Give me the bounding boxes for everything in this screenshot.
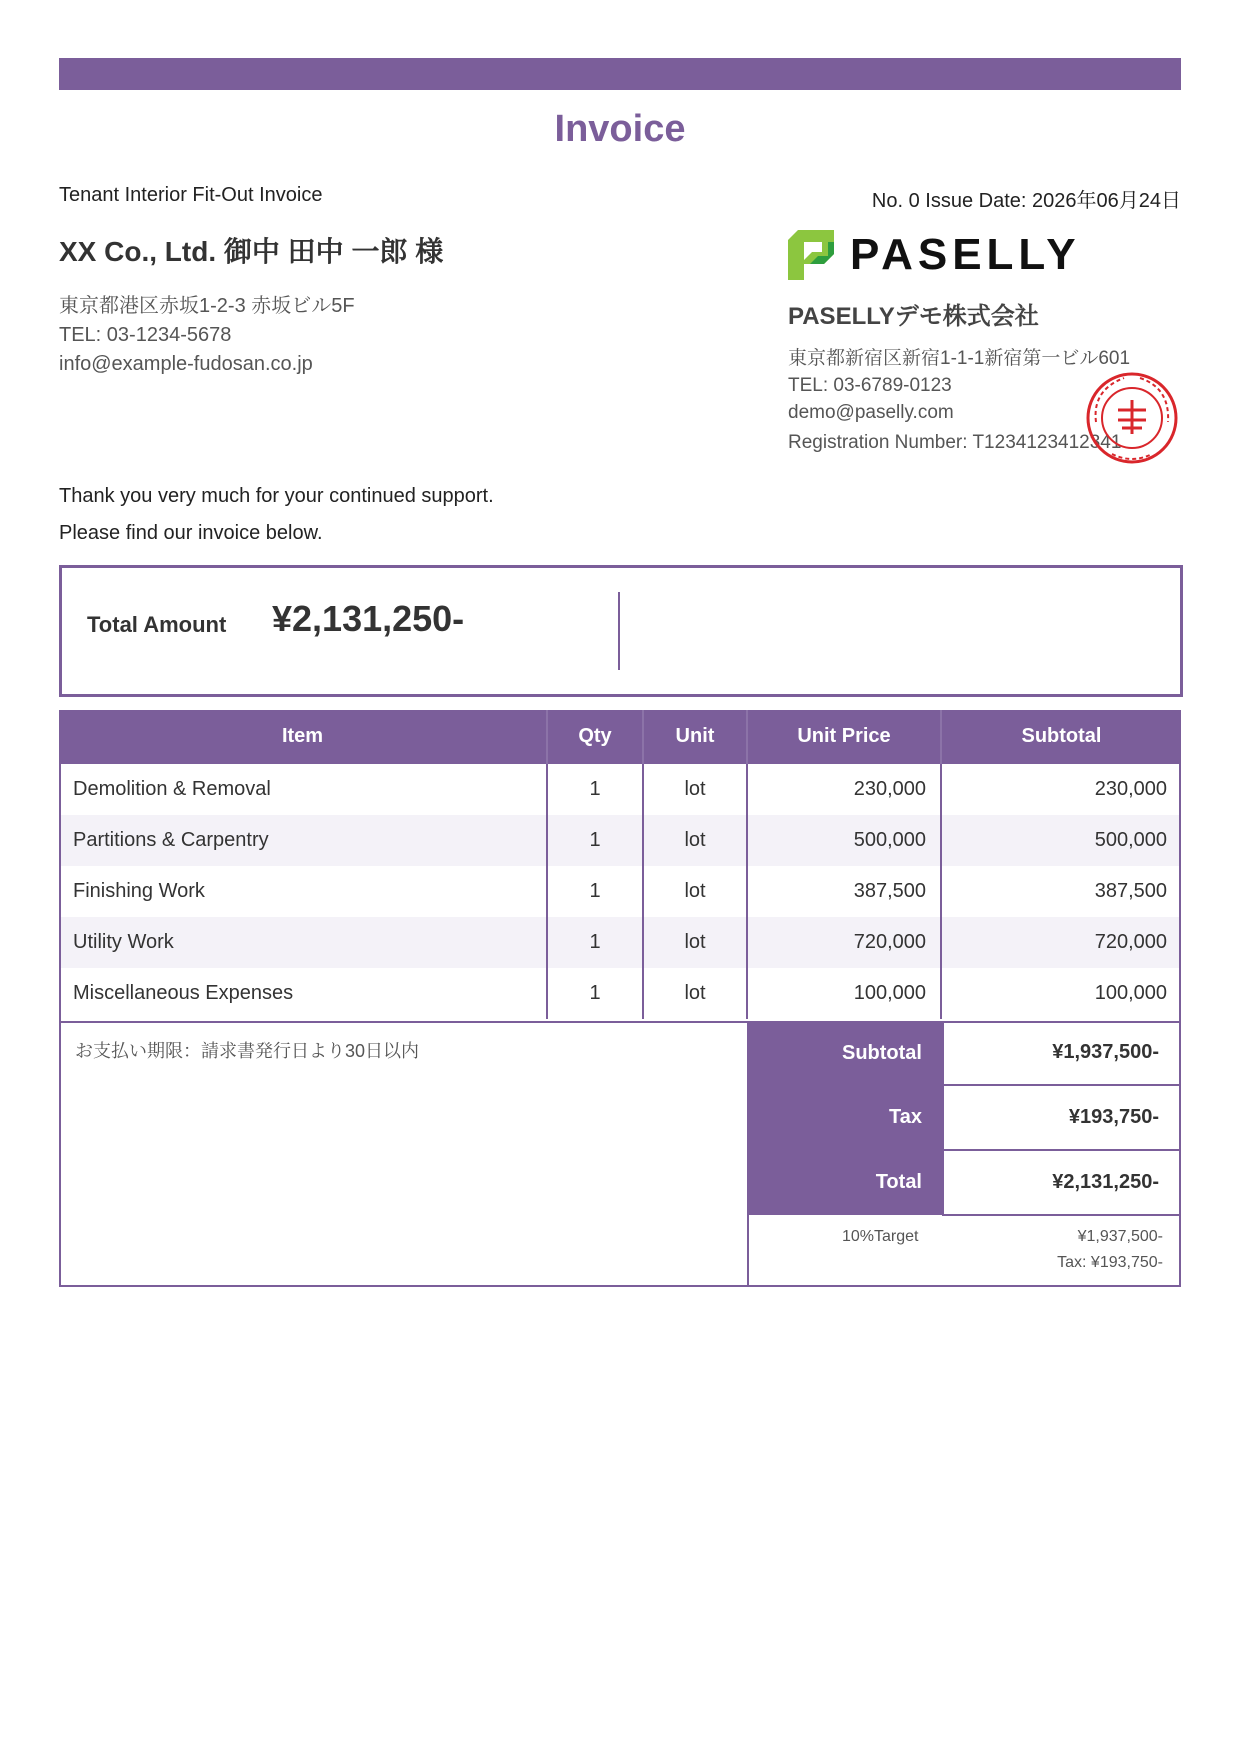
item-qty: 1 [547, 763, 643, 815]
summary-tax-value: ¥193,750- [943, 1085, 1179, 1150]
summary-subtotal-row [748, 1021, 1179, 1085]
item-subtotal: 720,000 [941, 917, 1181, 968]
item-name: Finishing Work [73, 880, 205, 902]
issuer-info [788, 345, 1130, 426]
invoice-meta [872, 184, 1181, 213]
table-row [59, 917, 1181, 968]
total-box-divider [618, 592, 620, 670]
line-items-table [59, 710, 1181, 1019]
item-subtotal: 230,000 [941, 763, 1181, 815]
table-row [59, 763, 1181, 815]
item-subtotal: 387,500 [941, 866, 1181, 917]
customer-tel: TEL: 03-1234-5678 [59, 324, 232, 346]
header-item: Item [59, 710, 547, 763]
payment-terms-note: お支払い期限：請求書発行日より30日以内 [75, 1041, 420, 1061]
customer-info [59, 292, 355, 379]
summary-total-row [748, 1150, 1179, 1215]
leaf-logo-icon [788, 230, 834, 280]
customer-name: XX Co., Ltd. 御中 田中 一郎 様 [59, 236, 444, 267]
total-amount-box [59, 565, 1183, 697]
item-unit: lot [643, 763, 747, 815]
logo-wordmark: PASELLY [850, 230, 1081, 279]
tax-target-label: 10%Target [842, 1228, 919, 1245]
header-unit: Unit [643, 710, 747, 763]
item-subtotal: 100,000 [941, 968, 1181, 1019]
item-unit-price: 230,000 [747, 763, 941, 815]
issuer-address: 東京都新宿区新宿1-1-1新宿第一ビル601 [788, 348, 1131, 369]
item-name: Utility Work [59, 917, 547, 968]
tax-target-base: ¥1,937,500- [1077, 1228, 1163, 1245]
tax-target-amount: Tax: ¥193,750- [1057, 1254, 1163, 1271]
summary-total-value: ¥2,131,250- [943, 1150, 1179, 1215]
invoice-number: No. 0 [871, 190, 920, 212]
summary-subtotal-value: ¥1,937,500- [943, 1021, 1179, 1085]
item-qty: 1 [547, 968, 643, 1019]
company-seal-icon [1084, 370, 1180, 466]
item-unit: lot [643, 815, 747, 866]
greeting [59, 478, 494, 552]
summary-total-label: Total [748, 1150, 943, 1215]
header-subtotal: Subtotal [941, 710, 1181, 763]
summary-tax-row [748, 1085, 1179, 1150]
registration-number: Registration Number: T1234123412341 [788, 432, 1122, 453]
summary-subtotal-label: Subtotal [748, 1021, 943, 1085]
issuer-email: demo@paselly.com [788, 402, 954, 423]
item-unit-price: 720,000 [747, 917, 941, 968]
item-subtotal: 500,000 [941, 815, 1181, 866]
table-row [59, 968, 1181, 1019]
summary-tax-label: Tax [748, 1085, 943, 1150]
customer-address: 東京都港区赤坂1-2-3 赤坂ビル5F [59, 295, 355, 317]
total-amount-label: Total Amount [87, 612, 227, 637]
company-logo [788, 230, 1081, 280]
item-unit-price: 500,000 [747, 815, 941, 866]
item-qty: 1 [547, 815, 643, 866]
table-header-row [59, 710, 1181, 763]
item-qty: 1 [547, 917, 643, 968]
header-unit-price: Unit Price [747, 710, 941, 763]
header-qty: Qty [547, 710, 643, 763]
invoice-title: Invoice [554, 108, 686, 150]
item-unit: lot [643, 917, 747, 968]
table-row [59, 815, 1181, 866]
issuer-tel: TEL: 03-6789-0123 [788, 375, 952, 396]
item-unit: lot [643, 968, 747, 1019]
item-qty: 1 [547, 866, 643, 917]
invoice-subject: Tenant Interior Fit-Out Invoice [59, 184, 323, 206]
item-unit: lot [643, 866, 747, 917]
total-amount-value: ¥2,131,250- [272, 598, 465, 639]
item-unit-price: 100,000 [747, 968, 941, 1019]
customer-email: info@example-fudosan.co.jp [59, 353, 313, 375]
item-name: Partitions & Carpentry [59, 815, 547, 866]
issuer-company: PASELLYデモ株式会社 [788, 303, 1039, 330]
header-bar [59, 58, 1181, 90]
greeting-line-1: Thank you very much for your continued support. [59, 485, 494, 507]
greeting-line-2: Please find our invoice below. [59, 522, 323, 544]
summary-table [748, 1021, 1179, 1216]
item-name: Miscellaneous Expenses [73, 982, 294, 1004]
table-row [59, 866, 1181, 917]
issue-date: Issue Date: 2026年06月24日 [925, 190, 1181, 212]
item-name: Demolition & Removal [59, 763, 547, 815]
item-unit-price: 387,500 [747, 866, 941, 917]
